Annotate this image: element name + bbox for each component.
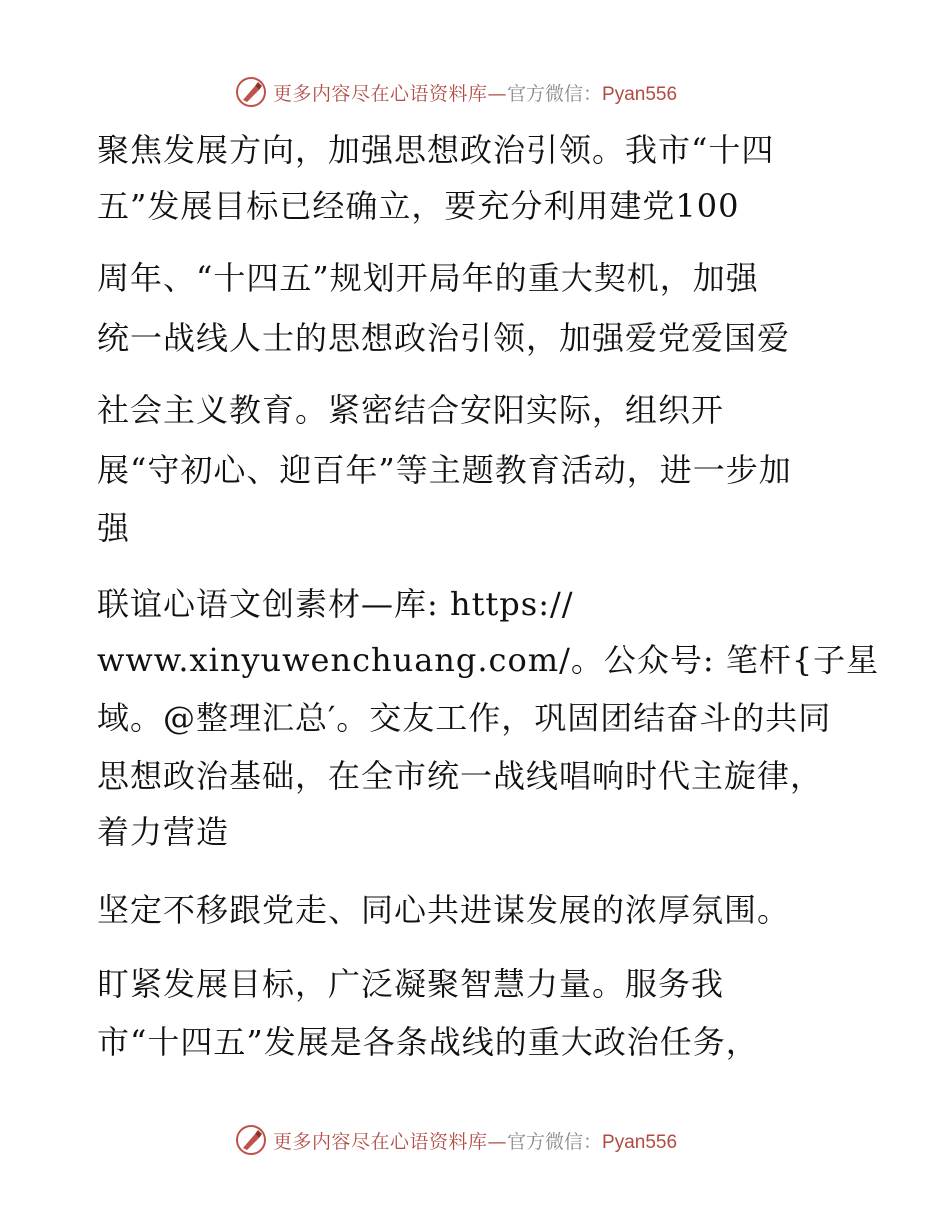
body-line: 周年、“十四五”规划开局年的重大契机，加强 (97, 259, 759, 297)
body-line: 联谊心语文创素材—库: https:// (97, 585, 574, 623)
banner-title: 更多内容尽在心语资料库— (273, 82, 508, 105)
banner-label: 官方微信： (507, 1131, 603, 1153)
banner-label: 官方微信： (507, 83, 603, 105)
body-line: 坚定不移跟党走、同心共进谋发展的浓厚氛围。 (97, 891, 791, 929)
body-line: 五”发展目标已经确立，要充分利用建党100 (97, 187, 740, 225)
banner-wechat-id: Pyan556 (602, 83, 678, 105)
banner-contact (507, 1127, 677, 1154)
body-line: 社会主义教育。紧密结合安阳实际，组织开 (97, 391, 725, 429)
footer-banner (235, 1120, 677, 1160)
body-line: 盯紧发展目标，广泛凝聚智慧力量。服务我 (97, 965, 725, 1003)
banner-contact (507, 79, 677, 106)
body-line: 着力营造 (97, 813, 230, 851)
body-line: 思想政治基础，在全市统一战线唱响时代主旋律， (97, 757, 824, 795)
body-line: 域。@整理汇总′。交友工作，巩固团结奋斗的共同 (97, 699, 832, 737)
body-line: 强 (97, 509, 131, 547)
body-line: 市“十四五”发展是各条战线的重大政治任务， (97, 1023, 759, 1061)
body-line: 统一战线人士的思想政治引领，加强爱党爱国爱 (97, 319, 791, 357)
body-line: www.xinyuwenchuang.com/。公众号: 笔杆{子星 (97, 641, 880, 679)
banner-title: 更多内容尽在心语资料库— (273, 1130, 508, 1153)
body-line: 聚焦发展方向，加强思想政治引领。我市“十四 (97, 131, 775, 169)
pen-logo-icon (235, 1124, 267, 1156)
body-line: 展“守初心、迎百年”等主题教育活动，进一步加 (97, 451, 792, 489)
pen-logo-icon (235, 76, 267, 108)
header-banner (235, 72, 677, 112)
banner-wechat-id: Pyan556 (602, 1131, 678, 1153)
